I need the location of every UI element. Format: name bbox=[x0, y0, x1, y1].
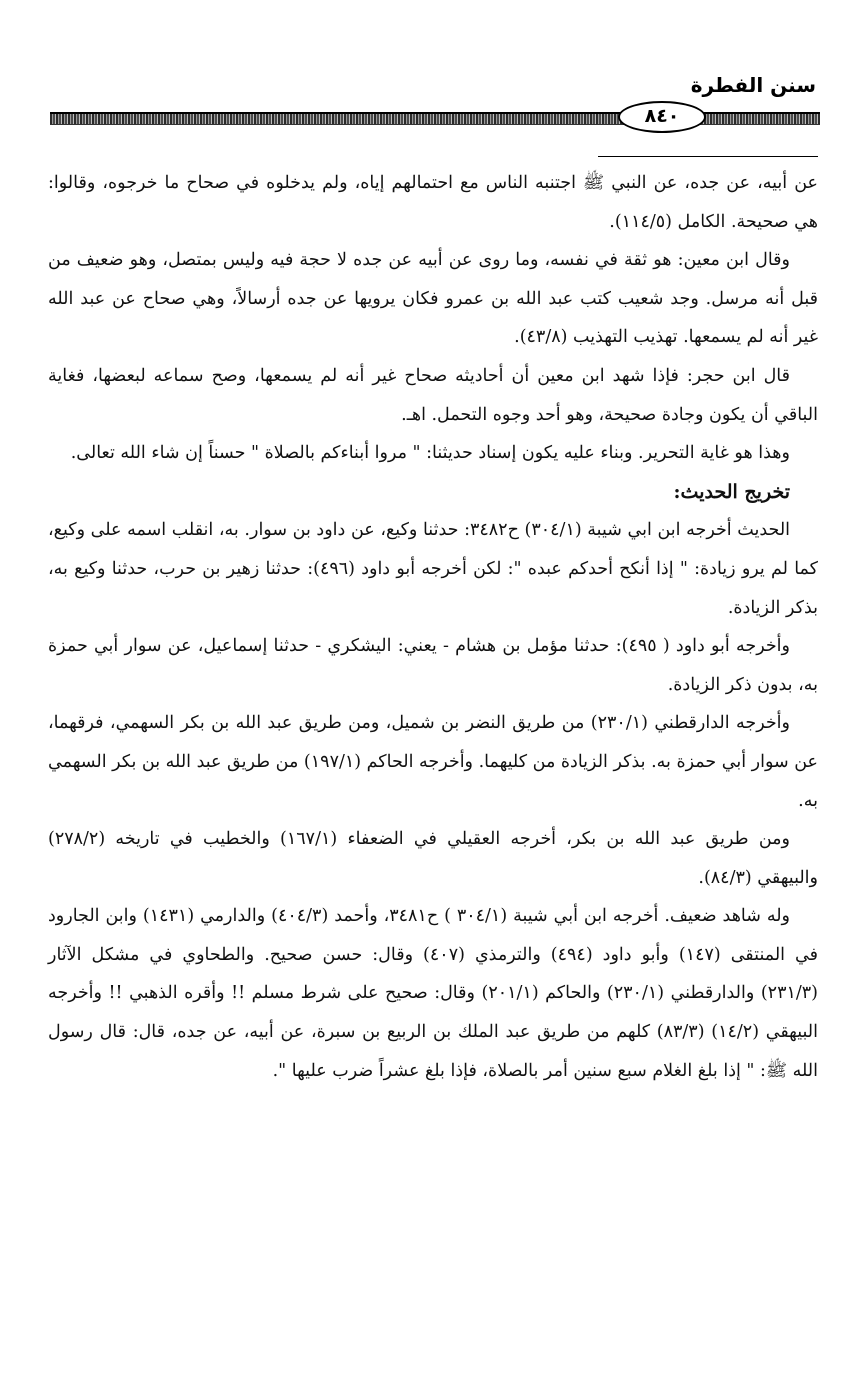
paragraph: وأخرجه أبو داود ( ٤٩٥): حدثنا مؤمل بن هشام - يعني: اليشكري - حدثنا إسماعيل، عن سوار أبي حمزة به، بدون ذكر الزيادة. bbox=[48, 636, 818, 695]
footnote-text bbox=[48, 164, 818, 1090]
page-number-badge: ٨٤٠ bbox=[618, 101, 706, 133]
section-heading: تخريج الحديث: bbox=[673, 480, 790, 503]
footnote-separator bbox=[598, 156, 818, 157]
paragraph: قال ابن حجر: فإذا شهد ابن معين أن أحاديثه صحاح غير أنه لم يسمعها، وصح سماعه لبعضها، فغاية الباقي أن يكون وجادة صحيحة، وهو أحد وجوه التحمل. اهـ. bbox=[48, 365, 818, 425]
paragraph: وهذا هو غاية التحرير. وبناء عليه يكون إسناد حديثنا: " مروا أبناءكم بالصلاة " حسناً إن شاء الله تعالى. bbox=[70, 443, 790, 464]
paragraph: الحديث أخرجه ابن ابي شيبة (٣٠٤/١) ح٣٤٨٢: حدثنا وكيع، عن داود بن سوار. به، انقلب اسمه على وكيع، كما لم يرو زيادة: " إذا أنكح أحدكم عبده ": لكن أخرجه أبو داود (٤٩٦): حدثنا زهير بن حرب، حدثنا وكيع به، بذكر الزيادة. bbox=[48, 520, 819, 618]
paragraph: ومن طريق عبد الله بن بكر، أخرجه العقيلي في الضعفاء (١٦٧/١) والخطيب في تاريخه (٢٧٨/٢) والبيهقي (٨٤/٣). bbox=[48, 829, 818, 888]
paragraph: وقال ابن معين: هو ثقة في نفسه، وما روى عن أبيه عن جده لا حجة فيه وليس بمتصل، وهو ضعيف من قبل أنه مرسل. وجد شعيب كتب عبد الله بن عمرو فكان يرويها عن جده أرسالاً، وهي صحاح عن عبد الله غير أنه لم يسمعها. تهذيب التهذيب (٤٣/٨). bbox=[48, 250, 818, 348]
running-title: سنن الفطرة bbox=[690, 73, 816, 97]
paragraph: عن أبيه، عن جده، عن النبي ﷺ اجتنبه الناس مع احتمالهم إياه، ولم يدخلوه في صحاح ما خرجوه، وقالوا: هي صحيحة. الكامل (١١٤/٥). bbox=[48, 173, 818, 232]
paragraph: وأخرجه الدارقطني (٢٣٠/١) من طريق النضر بن شميل، ومن طريق عبد الله بن بكر السهمي، فرقهما، عن سوار أبي حمزة به. بذكر الزيادة من كليهما. وأخرجه الحاكم (١٩٧/١) من طريق عبد الله بن بكر السهمي به. bbox=[48, 713, 819, 811]
paragraph: وله شاهد ضعيف. أخرجه ابن أبي شيبة (٣٠٤/١ ) ح٣٤٨١، وأحمد (٤٠٤/٣) والدارمي (١٤٣١) وابن الجارود في المنتقى (١٤٧) وأبو داود (٤٩٤) والترمذي (٤٠٧) وقال: حسن صحيح. والطحاوي في مشكل الآثار (٢٣١/٣) والدارقطني (٢٣٠/١) والحاكم (٢٠١/١) وقال: صحيح على شرط مسلم !! وأقره الذهبي !! وأخرجه البيهقي (١٤/٢) (٨٣/٣) كلهم من طريق عبد الملك بن الربيع بن سبرة، عن أبيه، عن جده، قال: قال رسول الله ﷺ: " إذا بلغ الغلام سبع سنين أمر بالصلاة، فإذا بلغ عشراً ضرب عليها ". bbox=[48, 906, 819, 1081]
